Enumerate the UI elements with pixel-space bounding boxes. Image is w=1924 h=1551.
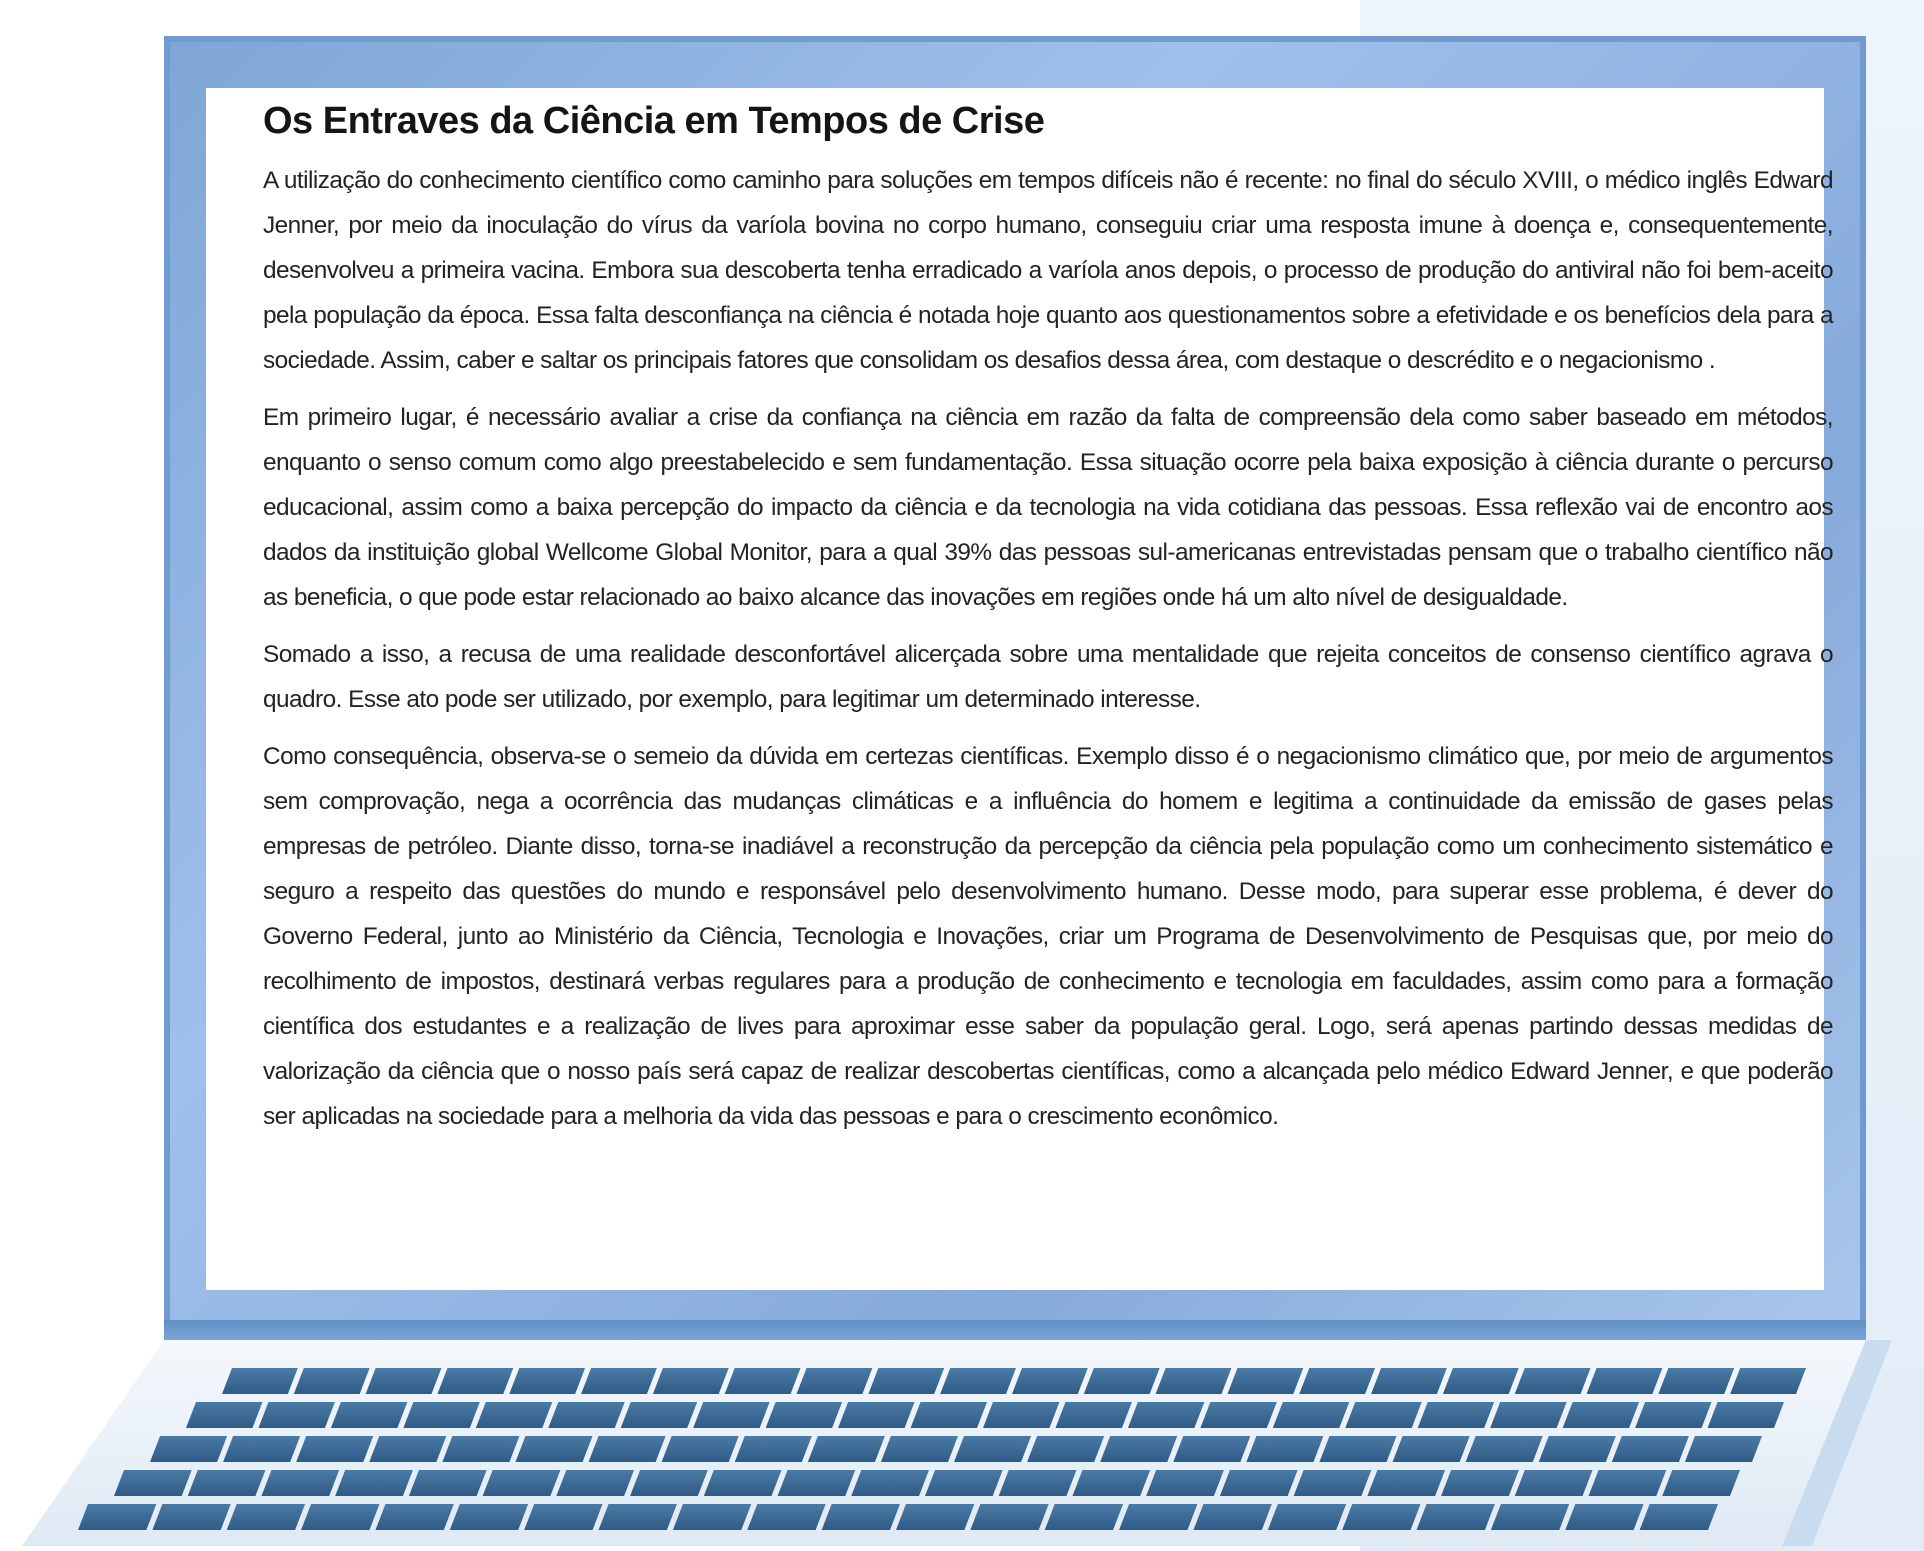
- keyboard-key: [630, 1470, 708, 1496]
- article-paragraph-2: Em primeiro lugar, é necessário avaliar a crise da confiança na ciência em razão da falta de compreensão dela como saber baseado em métodos, enquanto o senso comum como algo preestabelecido e sem fundamentação. Essa situação ocorre pela baixa exposição à ciência durante o percurso educacional, assim como a baixa percepção do impacto da ciência e da tecnologia na vida cotidiana das pessoas. Essa reflexão vai de encontro aos dados da instituição global Wellcome Global Monitor, para a qual 39% das pessoas sul-americanas entrevistadas pensam que o trabalho científico não as beneficia, o que pode estar relacionado ao baixo alcance das inovações em regiões onde há um alto nível de desigualdade.: [263, 403, 1833, 611]
- keyboard-key: [1227, 1368, 1303, 1394]
- keyboard-key: [1635, 1402, 1711, 1428]
- keyboard-key: [1418, 1402, 1494, 1428]
- keyboard-key: [409, 1470, 487, 1496]
- keyboard-key: [1708, 1402, 1784, 1428]
- keyboard-key: [1342, 1504, 1420, 1530]
- keyboard-key: [1393, 1436, 1470, 1462]
- keyboard-key: [940, 1368, 1016, 1394]
- keyboard-key: [1200, 1402, 1276, 1428]
- article-title: Os Entraves da Ciência em Tempos de Crise: [263, 100, 1045, 142]
- keyboard-key: [483, 1470, 561, 1496]
- keyboard-key: [1193, 1504, 1271, 1530]
- keyboard-key: [227, 1504, 305, 1530]
- keyboard-key: [735, 1436, 812, 1462]
- keyboard-key: [301, 1504, 379, 1530]
- keyboard-key: [599, 1504, 677, 1530]
- keyboard-key: [925, 1470, 1003, 1496]
- article-paragraph-1: A utilização do conhecimento científico como caminho para soluções em tempos difíceis não é recente: no final do século XVIII, o médico inglês Edward Jenner, por meio da inoculação do vírus da varíola bovina no corpo humano, conseguiu criar uma resposta imune à doença e, consequentemente, desenvolveu a primeira vacina. Embora sua descoberta tenha erradicado a varíola anos depois, o processo de produção do antiviral não foi bem-aceito pela população da época. Essa falta desconfiança na ciência é notada hoje quanto aos questionamentos sobre a efetividade e os benefícios dela para a sociedade. Assim, caber e saltar os principais fatores que consolidam os desafios dessa área, com destaque o descrédito e o negacionismo .: [263, 166, 1833, 374]
- keyboard-key: [150, 1436, 227, 1462]
- keyboard-key: [1100, 1436, 1177, 1462]
- keyboard-key: [223, 1436, 300, 1462]
- keyboard-key: [403, 1402, 479, 1428]
- keyboard-key: [1173, 1436, 1250, 1462]
- keyboard-key: [476, 1402, 552, 1428]
- keyboard-key: [1685, 1436, 1762, 1462]
- keyboard-key: [258, 1402, 334, 1428]
- keyboard-key: [294, 1368, 370, 1394]
- keyboard-key: [838, 1402, 914, 1428]
- keyboard-key: [1012, 1368, 1088, 1394]
- keyboard-key: [662, 1436, 739, 1462]
- keyboard-key: [1367, 1470, 1445, 1496]
- keyboard-key: [1515, 1368, 1591, 1394]
- keyboard-key: [1441, 1470, 1519, 1496]
- keyboard-key: [621, 1402, 697, 1428]
- keyboard-key: [1491, 1504, 1569, 1530]
- keyboard-key: [851, 1470, 929, 1496]
- keyboard-key: [1055, 1402, 1131, 1428]
- keyboard-key: [1565, 1504, 1643, 1530]
- keyboard-key: [1730, 1368, 1806, 1394]
- keyboard-key: [673, 1504, 751, 1530]
- keyboard-key: [1443, 1368, 1519, 1394]
- keyboard-key: [1128, 1402, 1204, 1428]
- keyboard-key: [1466, 1436, 1543, 1462]
- keyboard-key: [970, 1504, 1048, 1530]
- keyboard-key: [331, 1402, 407, 1428]
- keyboard-key: [1640, 1504, 1718, 1530]
- keyboard-key: [1072, 1470, 1150, 1496]
- keyboard-key: [1084, 1368, 1160, 1394]
- keyboard-key: [1119, 1504, 1197, 1530]
- keyboard-key: [442, 1436, 519, 1462]
- keyboard-key: [808, 1436, 885, 1462]
- article: [263, 100, 1833, 1151]
- keyboard-key: [704, 1470, 782, 1496]
- keyboard-key: [747, 1504, 825, 1530]
- keyboard-key: [1027, 1436, 1104, 1462]
- keyboard-key: [1589, 1470, 1667, 1496]
- keyboard-key: [1319, 1436, 1396, 1462]
- keyboard-key: [437, 1368, 513, 1394]
- keyboard-key: [261, 1470, 339, 1496]
- keyboard-key: [797, 1368, 873, 1394]
- keyboard-key: [1539, 1436, 1616, 1462]
- keyboard-key: [581, 1368, 657, 1394]
- keyboard-key: [524, 1504, 602, 1530]
- article-paragraph-4: Como consequência, observa-se o semeio da dúvida em certezas científicas. Exemplo disso é o negacionismo climático que, por meio de argumentos sem comprovação, nega a ocorrência das mudanças climáticas e a influência do homem e legitima a continuidade da emissão de gases pelas empresas de petróleo. Diante disso, torna-se inadiável a reconstrução da percepção da ciência pela população como um conhecimento sistemático e seguro a respeito das questões do mundo e responsável pelo desenvolvimento humano. Desse modo, para superar esse problema, é dever do Governo Federal, junto ao Ministério da Ciência, Tecnologia e Inovações, criar um Programa de Desenvolvimento de Pesquisas que, por meio do recolhimento de impostos, destinará verbas regulares para a produção de conhecimento e tecnologia em faculdades, assim como para a formação científica dos estudantes e a realização de lives para aproximar esse saber da população geral. Logo, será apenas partindo dessas medidas de valorização da ciência que o nosso país será capaz de realizar descobertas científicas, como a alcançada pelo médico Edward Jenner, e que poderão ser aplicadas na sociedade para a melhoria da vida das pessoas e para o crescimento econômico.: [263, 742, 1833, 1130]
- laptop-keyboard-illustration: [22, 1340, 1892, 1550]
- keyboard-key: [1045, 1504, 1123, 1530]
- keyboard-key: [548, 1402, 624, 1428]
- keyboard-key: [1662, 1470, 1740, 1496]
- keyboard-key: [778, 1470, 856, 1496]
- keyboard-key: [114, 1470, 192, 1496]
- keyboard-key: [556, 1470, 634, 1496]
- keyboard-key: [1273, 1402, 1349, 1428]
- keyboard-key: [78, 1504, 156, 1530]
- laptop-screen: [164, 36, 1866, 1332]
- keyboard-key: [1417, 1504, 1495, 1530]
- keyboard-key: [375, 1504, 453, 1530]
- keyboard-key: [1490, 1402, 1566, 1428]
- keyboard-key: [983, 1402, 1059, 1428]
- keyboard-key: [1371, 1368, 1447, 1394]
- keyboard-key: [222, 1368, 298, 1394]
- keyboard-key: [450, 1504, 528, 1530]
- keyboard-key: [1612, 1436, 1689, 1462]
- keyboard-key: [1515, 1470, 1593, 1496]
- keyboard-key: [822, 1504, 900, 1530]
- keyboard-key: [509, 1368, 585, 1394]
- keyboard-key: [1246, 1436, 1323, 1462]
- keyboard-key: [1156, 1368, 1232, 1394]
- keyboard-key: [911, 1402, 987, 1428]
- keyboard-key: [366, 1368, 442, 1394]
- keyboard-key: [1299, 1368, 1375, 1394]
- keyboard-key: [1345, 1402, 1421, 1428]
- keyboard-key: [868, 1368, 944, 1394]
- keyboard-key: [1658, 1368, 1734, 1394]
- keyboard-key: [1146, 1470, 1224, 1496]
- keyboard-key: [589, 1436, 666, 1462]
- keyboard-key: [896, 1504, 974, 1530]
- keyboard-key: [999, 1470, 1077, 1496]
- keyboard-key: [186, 1402, 262, 1428]
- keyboard-key: [152, 1504, 230, 1530]
- keyboard-key: [335, 1470, 413, 1496]
- screen-bezel-bottom: [164, 1320, 1866, 1340]
- keyboard-key: [766, 1402, 842, 1428]
- article-paragraph-3: Somado a isso, a recusa de uma realidade desconfortável alicerçada sobre uma mentalidade que rejeita conceitos de consenso científico agrava o quadro. Esse ato pode ser utilizado, por exemplo, para legitimar um determinado interesse.: [263, 640, 1833, 713]
- keyboard-key: [296, 1436, 373, 1462]
- keyboard-key: [653, 1368, 729, 1394]
- keyboard-key: [1563, 1402, 1639, 1428]
- keyboard-key: [188, 1470, 266, 1496]
- keyboard-key: [1268, 1504, 1346, 1530]
- keyboard-key: [881, 1436, 958, 1462]
- keyboard-keys: [78, 1368, 1806, 1530]
- keyboard-key: [1294, 1470, 1372, 1496]
- screen-content: [206, 88, 1833, 1290]
- keyboard-key: [725, 1368, 801, 1394]
- keyboard-key: [1220, 1470, 1298, 1496]
- keyboard-key: [954, 1436, 1031, 1462]
- keyboard-key: [1587, 1368, 1663, 1394]
- keyboard-key: [693, 1402, 769, 1428]
- keyboard-key: [515, 1436, 592, 1462]
- keyboard-key: [369, 1436, 446, 1462]
